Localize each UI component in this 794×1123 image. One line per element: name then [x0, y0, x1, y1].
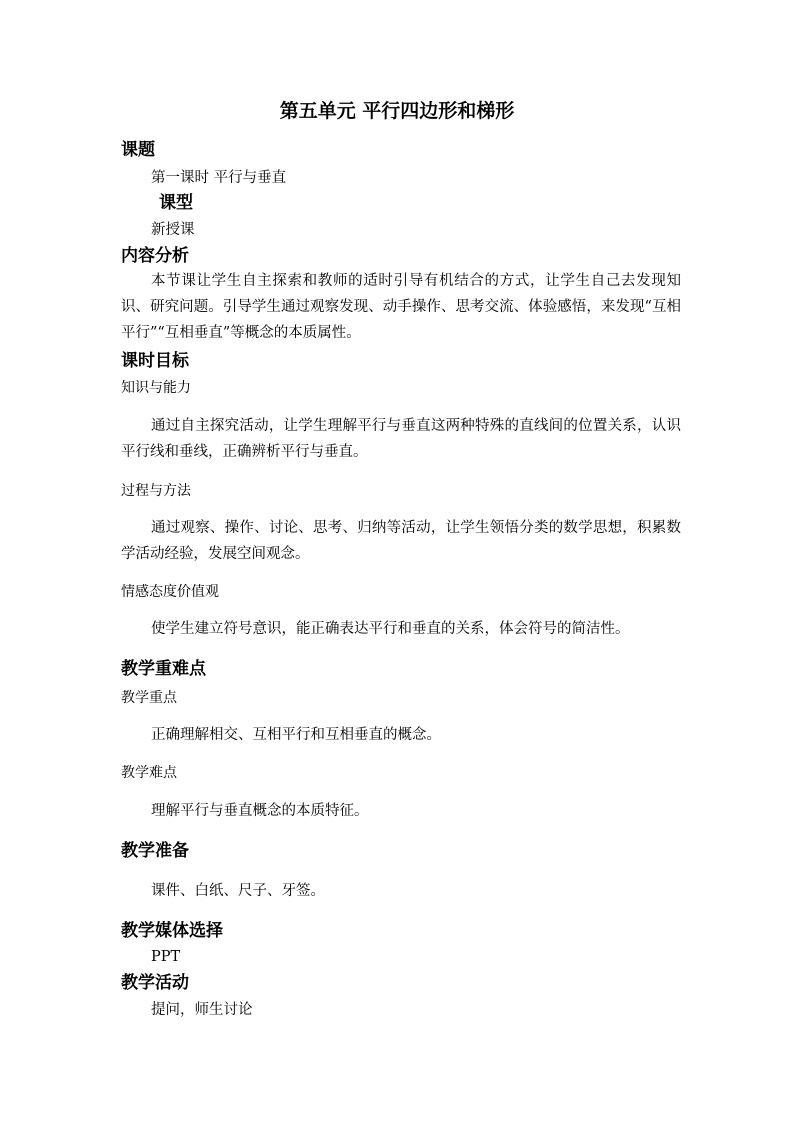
key-text: 正确理解相交、互相平行和互相垂直的概念。 — [151, 727, 441, 743]
difficulty-text: 理解平行与垂直概念的本质特征。 — [151, 803, 369, 819]
activity-text: 提问，师生讨论 — [151, 1002, 253, 1018]
document-title: 第五单元 平行四边形和梯形 — [279, 100, 515, 122]
heading-keypoints: 教学重难点 — [121, 659, 206, 679]
heading-type: 课型 — [159, 193, 193, 213]
subheading-emotion: 情感态度价值观 — [121, 584, 219, 600]
heading-preparation: 教学准备 — [121, 841, 189, 861]
heading-analysis: 内容分析 — [121, 246, 189, 266]
subheading-difficulty: 教学难点 — [121, 765, 177, 781]
subheading-knowledge: 知识与能力 — [121, 380, 191, 396]
topic-text: 第一课时 平行与垂直 — [151, 170, 287, 186]
process-text: 通过观察、操作、讨论、思考、归纳等活动，让学生领悟分类的数学思想，积累数学活动经验，发展空间观念。 — [121, 520, 681, 562]
media-text: PPT — [151, 949, 181, 965]
heading-media: 教学媒体选择 — [121, 921, 223, 941]
analysis-text: 本节课让学生自主探索和教师的适时引导有机结合的方式，让学生自己去发现知识、研究问题。引导学生通过观察发现、动手操作、思考交流、体验感悟，来发现“互相平行”“互相垂直”等概念的本质属性。 — [121, 273, 681, 341]
emotion-text: 使学生建立符号意识，能正确表达平行和垂直的关系，体会符号的简洁性。 — [151, 621, 630, 637]
knowledge-text: 通过自主探究活动，让学生理解平行与垂直这两种特殊的直线间的位置关系，认识平行线和垂线，正确辨析平行与垂直。 — [121, 418, 681, 460]
heading-activity: 教学活动 — [121, 973, 189, 993]
subheading-process: 过程与方法 — [121, 483, 191, 499]
heading-topic: 课题 — [121, 140, 155, 160]
type-text: 新授课 — [151, 222, 195, 238]
preparation-text: 课件、白纸、尺子、牙签。 — [151, 883, 325, 899]
subheading-key: 教学重点 — [121, 690, 177, 706]
heading-objectives: 课时目标 — [121, 351, 189, 371]
